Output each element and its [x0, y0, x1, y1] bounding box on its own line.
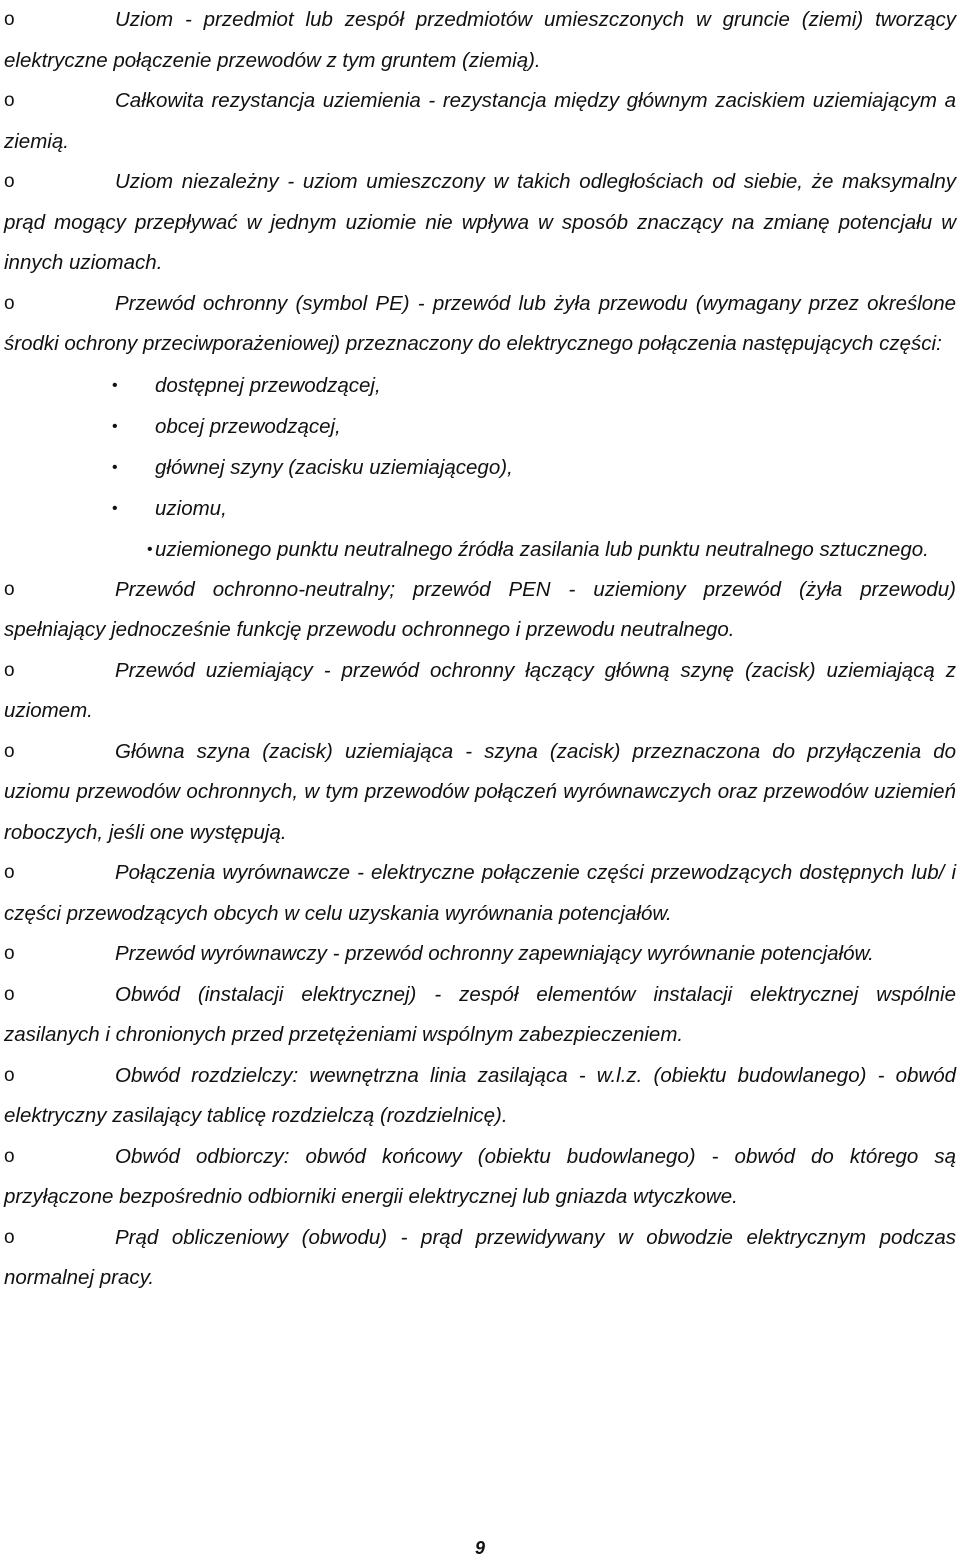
list-marker: o	[4, 9, 15, 30]
definition-item	[4, 0, 956, 81]
list-marker: o	[4, 171, 15, 192]
list-marker: o	[4, 578, 15, 600]
definition-text: Całkowita rezystancja uziemienia - rezystancja między głównym zaciskiem uziemiającym a ziemią.	[4, 89, 956, 153]
definition-text: Uziom niezależny - uziom umieszczony w takich odległościach od siebie, że maksymalny prąd mogący przepływać w jednym uziomie nie wpływa w sposób znaczący na zmianę potencjału w innych uziomach.	[4, 170, 956, 274]
definition-item	[4, 853, 956, 934]
definition-item	[4, 934, 956, 975]
sub-list-item	[4, 406, 956, 447]
sub-item-text: uziomu,	[155, 496, 227, 520]
definition-item	[4, 284, 956, 365]
definition-text: Przewód uziemiający - przewód ochronny łączący główną szynę (zacisk) uziemiającą z uziomem.	[4, 658, 956, 722]
list-marker: o	[4, 1226, 15, 1248]
list-marker: o	[4, 943, 15, 964]
definition-text: Przewód ochronno-neutralny; przewód PEN - uziemiony przewód (żyła przewodu) spełniający jednocześnie funkcję przewodu ochronnego i przewodu neutralnego.	[4, 577, 956, 641]
definition-text: Połączenia wyrównawcze - elektryczne połączenie części przewodzących dostępnych lub/ i części przewodzących obcych w celu uzyskania wyrównania potencjałów.	[4, 861, 956, 925]
definition-text: Obwód (instalacji elektrycznej) - zespół elementów instalacji elektrycznej wspólnie zasilanych i chronionych przed przetężeniami wspólnym zabezpieczeniem.	[4, 982, 956, 1046]
list-marker: o	[4, 659, 15, 681]
list-marker: o	[4, 1145, 15, 1167]
list-marker: o	[4, 292, 15, 314]
sub-item-text: obcej przewodzącej,	[155, 414, 341, 438]
bullet-icon: •	[112, 499, 118, 517]
definition-item	[4, 1056, 956, 1137]
sub-list-item	[4, 447, 956, 488]
page-number: 9	[474, 1538, 485, 1558]
definition-item	[4, 1218, 956, 1299]
bullet-icon: •	[112, 417, 118, 435]
sub-list	[4, 365, 956, 570]
list-marker: o	[4, 983, 15, 1005]
definition-text: Przewód wyrównawczy - przewód ochronny zapewniający wyrównanie potencjałów.	[115, 942, 874, 965]
sub-item-text: głównej szyny (zacisku uziemiającego),	[155, 455, 513, 479]
definition-text: Przewód ochronny (symbol PE) - przewód lub żyła przewodu (wymagany przez określone środki ochrony przeciwporażeniowej) przeznaczony do elektrycznego połączenia następujących części:	[4, 291, 956, 355]
definition-text: Główna szyna (zacisk) uziemiająca - szyna (zacisk) przeznaczona do przyłączenia do uziomu przewodów ochronnych, w tym przewodów połączeń wyrównawczych oraz przewodów uziemień roboczych, jeśli one występują.	[4, 739, 956, 844]
definition-text: Obwód rozdzielczy: wewnętrzna linia zasilająca - w.l.z. (obiektu budowlanego) - obwód elektryczny zasilający tablicę rozdzielczą (rozdzielnicę).	[4, 1063, 956, 1127]
definition-item	[4, 162, 956, 284]
sub-item-text: dostępnej przewodzącej,	[155, 373, 381, 397]
definition-item	[4, 1137, 956, 1218]
sub-item-text: uziemionego punktu neutralnego źródła zasilania lub punktu neutralnego sztucznego.	[155, 537, 929, 561]
list-marker: o	[4, 90, 15, 111]
definitions-list	[4, 0, 956, 1299]
sub-list-item	[4, 488, 956, 529]
sub-list-item	[4, 365, 956, 406]
sub-list-item	[4, 529, 956, 570]
definition-item	[4, 732, 956, 854]
definition-text: Prąd obliczeniowy (obwodu) - prąd przewidywany w obwodzie elektrycznym podczas normalnej pracy.	[4, 1225, 956, 1289]
definition-item	[4, 81, 956, 162]
list-marker: o	[4, 1064, 15, 1086]
definition-text: Uziom - przedmiot lub zespół przedmiotów umieszczonych w gruncie (ziemi) tworzący elektryczne połączenie przewodów z tym gruntem (ziemią).	[4, 8, 956, 72]
list-marker: o	[4, 740, 15, 762]
bullet-icon: •	[147, 540, 153, 558]
bullet-icon: •	[112, 376, 118, 394]
list-marker: o	[4, 862, 15, 883]
definition-item	[4, 570, 956, 651]
definition-item	[4, 975, 956, 1056]
definition-item	[4, 651, 956, 732]
definition-text: Obwód odbiorczy: obwód końcowy (obiektu budowlanego) - obwód do którego są przyłączone bezpośrednio odbiorniki energii elektrycznej lub gniazda wtyczkowe.	[4, 1144, 956, 1208]
bullet-icon: •	[112, 458, 118, 476]
